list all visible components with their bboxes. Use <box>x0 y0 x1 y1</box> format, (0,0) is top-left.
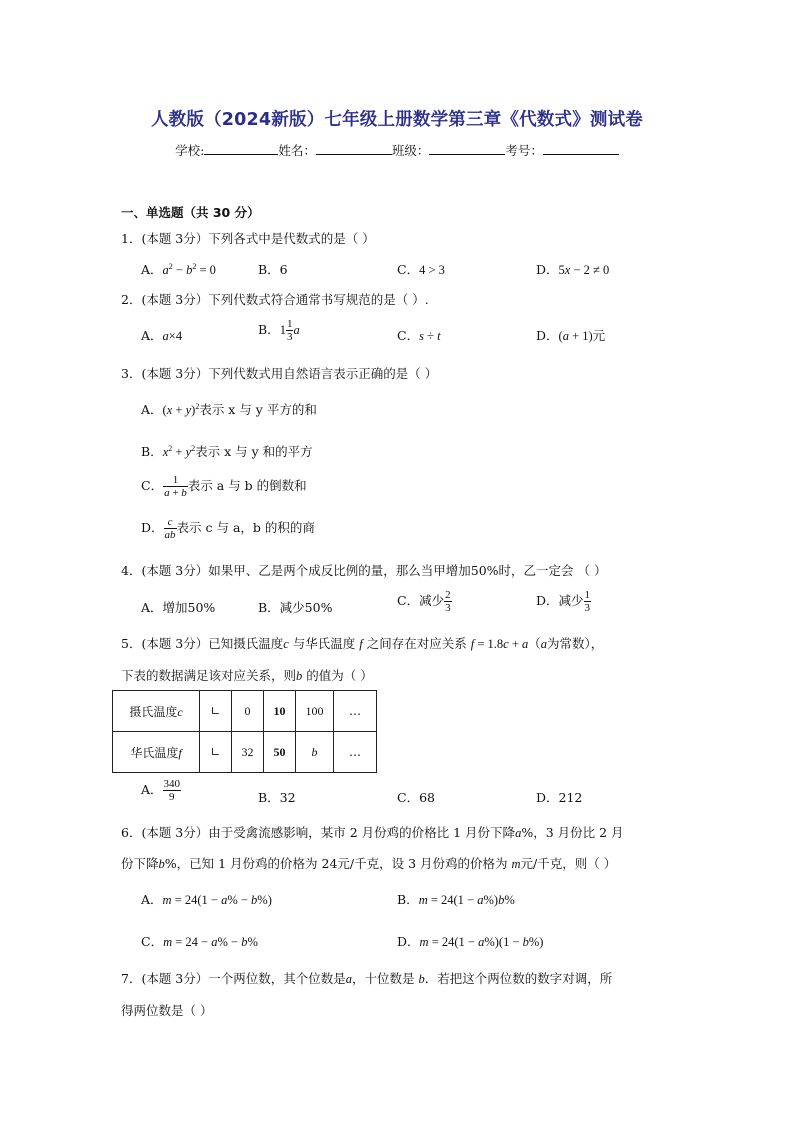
q1-option-b[interactable]: B．6 <box>258 262 288 277</box>
table-cell: b <box>296 732 334 773</box>
q6-option-d[interactable]: D．m = 24(1 − a%)(1 − b%) <box>397 934 544 949</box>
q1-option-d[interactable]: D．5x − 2 ≠ 0 <box>536 262 610 277</box>
q5-option-b[interactable]: B．32 <box>258 790 296 805</box>
table-cell: 摄氏温度c <box>113 691 200 732</box>
class-label: 班级： <box>391 143 430 158</box>
class-blank[interactable] <box>429 142 505 155</box>
question-6-stem-line1: 6．(本题 3分）由于受禽流感影响，某市 2 月份鸡的价格比 1 月份下降a%，3 月份比 2 月 <box>121 825 624 840</box>
q3-option-c[interactable]: C． $\frac{1}{a + b}$ 表示 a 与 b 的倒数和 <box>141 474 307 499</box>
table-cell: 0 <box>232 691 264 732</box>
question-2-stem: 2．(本题 3分）下列代数式符合通常书写规范的是（ ）. <box>121 292 429 307</box>
q2-option-d[interactable]: D．(a + 1)元 <box>536 328 606 343</box>
question-4-stem: 4．(本题 3分）如果甲、乙是两个成反比例的量，那么当甲增加50%时，乙一定会 （ ） <box>121 563 607 578</box>
table-row <box>113 691 377 732</box>
question-5-stem-line2: 下表的数据满足该对应关系，则b 的值为（ ） <box>121 668 373 683</box>
q3-option-b[interactable]: B．$x^2 + y^2$表示 x 与 y 和的平方 <box>141 443 313 459</box>
table-cell: … <box>334 691 377 732</box>
q4-option-b[interactable]: B．减少50% <box>258 600 333 615</box>
q3-option-d[interactable]: D． $\frac{c}{ab}$ 表示 c 与 a，b 的积的商 <box>141 516 315 541</box>
table-cell: ∟ <box>200 732 232 773</box>
table-cell: … <box>334 732 377 773</box>
q5-option-a[interactable]: A． $\frac{340}{9}$ <box>141 778 181 803</box>
question-6-stem-line2: 份下降b%，已知 1 月份鸡的价格为 24元/千克，设 3 月份鸡的价格为 m元/千克，则（ ） <box>121 856 617 871</box>
q2-option-a[interactable]: A．a×4 <box>141 328 183 343</box>
q5-option-d[interactable]: D．212 <box>536 790 583 805</box>
q6-option-c[interactable]: C．m = 24 − a% − b% <box>141 934 258 949</box>
question-3-stem: 3．(本题 3分）下列代数式用自然语言表示正确的是（ ） <box>121 366 438 381</box>
q2-option-b[interactable]: B．1 $\frac{1}{3}$ a <box>258 318 300 343</box>
table-cell: 32 <box>232 732 264 773</box>
question-1-stem: 1．(本题 3分）下列各式中是代数式的是（ ） <box>121 231 375 246</box>
table-cell: 100 <box>296 691 334 732</box>
q6-option-a[interactable]: A．m = 24(1 − a% − b%) <box>141 892 272 907</box>
name-blank[interactable] <box>316 142 392 155</box>
q5-option-c[interactable]: C．68 <box>397 790 435 805</box>
q4-option-a[interactable]: A．增加50% <box>141 600 216 615</box>
q4-option-c[interactable]: C．减少 $\frac{2}{3}$ <box>397 589 451 614</box>
q2-option-c[interactable]: C．s ÷ t <box>397 328 441 343</box>
question-7-stem-line1: 7．(本题 3分）一个两位数，其个位数是a，十位数是 b．若把这个两位数的数字对调，所 <box>121 971 613 986</box>
student-info-line <box>0 141 794 159</box>
temperature-table <box>112 690 377 773</box>
name-label: 姓名： <box>278 143 316 158</box>
table-cell: 50 <box>264 732 296 773</box>
table-cell: 华氏温度f <box>113 732 200 773</box>
question-5-stem-line1: 5．(本题 3分）已知摄氏温度c 与华氏温度 f 之间存在对应关系 f = 1.8c + a（a为常数）， <box>121 636 604 651</box>
exam-no-label: 考号： <box>505 143 543 158</box>
table-row <box>113 732 377 773</box>
school-label: 学校: <box>175 143 205 158</box>
q3-option-a[interactable]: A．$(x + y)^2$表示 x 与 y 平方的和 <box>141 401 317 417</box>
school-blank[interactable] <box>204 142 278 155</box>
exam-no-blank[interactable] <box>543 142 619 155</box>
table-cell: 10 <box>264 691 296 732</box>
table-cell: ∟ <box>200 691 232 732</box>
page-title: 人教版（2024新版）七年级上册数学第三章《代数式》测试卷 <box>150 110 643 130</box>
question-7-stem-line2: 得两位数是（ ） <box>121 1003 213 1018</box>
q6-option-b[interactable]: B．m = 24(1 − a%)b% <box>397 892 515 907</box>
q1-option-c[interactable]: C．4 > 3 <box>397 262 445 277</box>
fraction-one-third: $\frac{1}{3}$ <box>286 318 293 343</box>
q4-option-d[interactable]: D．减少 $\frac{1}{3}$ <box>536 589 591 614</box>
q1-option-a[interactable]: A．$a^2 - b^2 = 0$ <box>141 261 216 277</box>
section-title: 一、单选题（共 30 分） <box>121 205 260 220</box>
